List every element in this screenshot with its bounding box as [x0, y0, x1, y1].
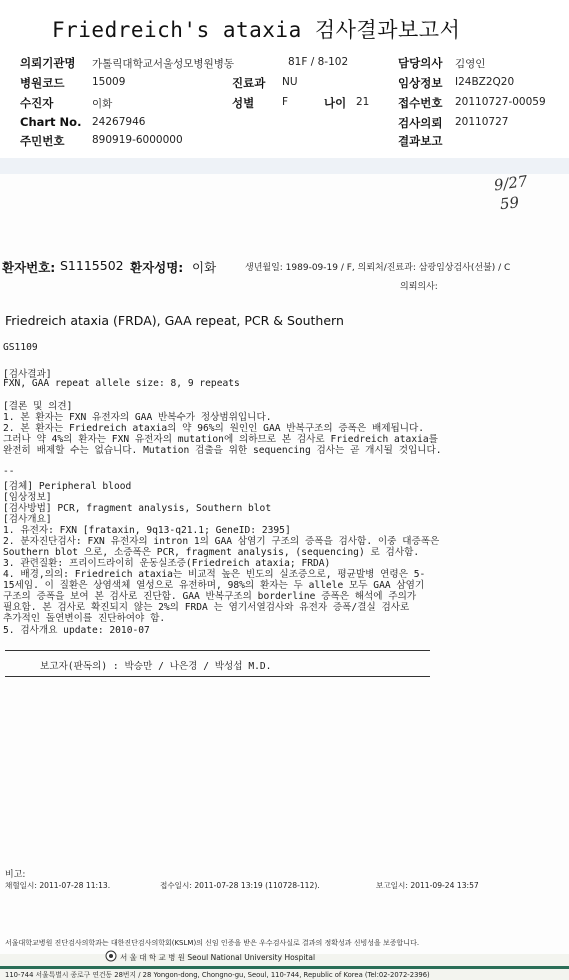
clinical-info-heading: [임상정보] — [3, 492, 52, 503]
ward-value: 81F / 8-102 — [288, 56, 349, 68]
hospital-code-label: 병원코드 — [20, 76, 65, 90]
receipt-no-value: 20110727-00059 — [455, 96, 546, 108]
patient-no: S1115502 — [60, 258, 124, 273]
overview-line: 필요함. 본 검사로 확진되지 않는 2%의 FRDA 는 염기서열검사와 유전자 증폭/결실 검사로 — [3, 602, 410, 613]
reporter-rule-top — [5, 650, 430, 651]
collected-time: 채혈일시: 2011-07-28 11:13. — [5, 881, 111, 890]
opinion-line: 그러나 약 4%의 환자는 FXN 유전자의 mutation에 의하므로 본 검사로 Friedreich ataxia를 — [3, 434, 438, 445]
patient-value: 이화 — [92, 98, 113, 110]
handwritten-line-2: 59 — [499, 193, 520, 214]
opinion-line: 1. 본 환자는 FXN 유전자의 GAA 반복수가 정상범위입니다. — [3, 412, 272, 423]
patient-name-label: 환자성명: — [130, 260, 184, 275]
hospital-label: 의뢰기관명 — [20, 56, 76, 70]
overview-line: 1. 유전자: FXN [frataxin, 9q13-q21.1; GeneID: 2395] — [3, 525, 291, 536]
page-title: Friedreich's ataxia 검사결과보고서 — [52, 18, 461, 42]
result-heading: [검사결과] — [3, 369, 52, 380]
doctor-value: 김영인 — [455, 58, 486, 70]
age-value: 21 — [356, 96, 370, 108]
reported-time: 보고일시: 2011-09-24 13:57 — [376, 881, 479, 890]
overview-line: 2. 분자진단검사: FXN 유전자의 intron 1의 GAA 삼염기 구조의 증폭을 검사함. 이중 대증폭은 — [3, 536, 440, 547]
opinion-heading: [결론 및 의견] — [3, 401, 73, 412]
resident-no-value: 890919-6000000 — [92, 134, 183, 146]
overview-line: 추가적인 돌연변이를 진단하여야 함. — [3, 613, 166, 624]
chart-no-value: 24267946 — [92, 116, 146, 128]
test-code: GS1109 — [3, 342, 38, 353]
reporter-rule-bottom — [5, 676, 430, 677]
hospital-value: 가톨릭대학교서울성모병원병동 — [92, 58, 235, 70]
opinion-line: 완전히 배제할 수는 없습니다. Mutation 검출을 위한 sequencing 검사는 곧 개시될 것입니다. — [3, 445, 442, 456]
patient-meta: 생년월일: 1989-09-19 / F, 의뢰처/진료과: 삼광임상검사(선불) / C — [245, 263, 511, 273]
request-date-value: 20110727 — [455, 116, 509, 128]
patient-label: 수진자 — [20, 96, 54, 110]
remarks: 비고: — [5, 870, 26, 880]
overview-line: 15세임. 이 질환은 상염색체 열성으로 유전하며, 98%의 환자는 두 allele 모두 GAA 삼염기 — [3, 580, 425, 591]
separator: -- — [3, 466, 15, 477]
handwritten-note — [492, 170, 532, 214]
hospital-code-value: 15009 — [92, 76, 126, 88]
test-name: Friedreich ataxia (FRDA), GAA repeat, PCR & Southern — [5, 313, 344, 328]
specimen: [검체] Peripheral blood — [3, 481, 132, 492]
overview-line: 4. 배경,의의: Friedreich ataxia는 비교적 높은 빈도의 실조증으로, 평균발병 연령은 5- — [3, 569, 426, 580]
doctor-label: 담당의사 — [398, 56, 443, 70]
method: [검사방법] PCR, fragment analysis, Southern blot — [3, 503, 272, 514]
request-date-label: 검사의뢰 — [398, 116, 443, 130]
chart-no-label: Chart No. — [20, 115, 82, 129]
overview-heading: [검사개요] — [3, 514, 52, 525]
result-value: FXN, GAA repeat allele size: 8, 9 repeats — [3, 378, 240, 389]
sex-value: F — [282, 96, 289, 108]
overview-line: 3. 관련질환: 프리이드라이히 운동실조증(Friedreich ataxia; FRDA) — [3, 558, 331, 569]
resident-no-label: 주민번호 — [20, 134, 65, 148]
department-label: 진료과 — [232, 76, 266, 90]
requesting-doctor: 의뢰의사: — [400, 282, 438, 292]
opinion-line: 2. 본 환자는 Friedreich ataxia의 약 96%의 원인인 GAA 반복구조의 증폭은 배제됩니다. — [3, 423, 425, 434]
hospital-logo-icon — [105, 950, 117, 962]
age-label: 나이 — [324, 96, 347, 110]
patient-name: 이화 — [192, 260, 217, 275]
result-report-label: 결과보고 — [398, 134, 443, 148]
hospital-name: 서 울 대 학 교 병 원 Seoul National University Hospital — [120, 953, 316, 962]
receipt-no-label: 접수번호 — [398, 96, 443, 110]
overview-line: 5. 검사개요 update: 2010-07 — [3, 625, 150, 636]
sex-label: 성별 — [232, 96, 255, 110]
overview-line: 구조의 증폭을 보여 본 검사로 진단함. GAA 반복구조의 borderline 증폭은 해석에 주의가 — [3, 591, 417, 602]
department-value: NU — [282, 76, 298, 88]
handwritten-line-1: 9/27 — [492, 171, 529, 195]
clinical-info-value: I24BZ2Q20 — [455, 76, 515, 88]
hospital-address: 110-744 서울특별시 종로구 연건동 28번지 / 28 Yongon-dong, Chongno-gu, Seoul, 110-744, Republic of Korea (Tel:02-2072-2396) — [5, 971, 430, 979]
overview-line: Southern blot 으로, 소증폭은 PCR, fragment analysis, (sequencing) 로 검사함. — [3, 547, 420, 558]
patient-no-label: 환자번호: — [2, 260, 56, 275]
received-time: 접수일시: 2011-07-28 13:19 (110728-112). — [160, 881, 320, 890]
page-gap — [0, 158, 569, 174]
reporter: 보고자(판독의) : 박승만 / 나은경 / 박성섭 M.D. — [40, 661, 272, 672]
clinical-info-label: 임상정보 — [398, 76, 443, 90]
certification-text: 서울대학교병원 진단검사의학과는 대한진단검사의학회(KSLM)의 신임 인증을 받은 우수검사실로 결과의 정확성과 신빙성을 보증합니다. — [5, 939, 420, 947]
